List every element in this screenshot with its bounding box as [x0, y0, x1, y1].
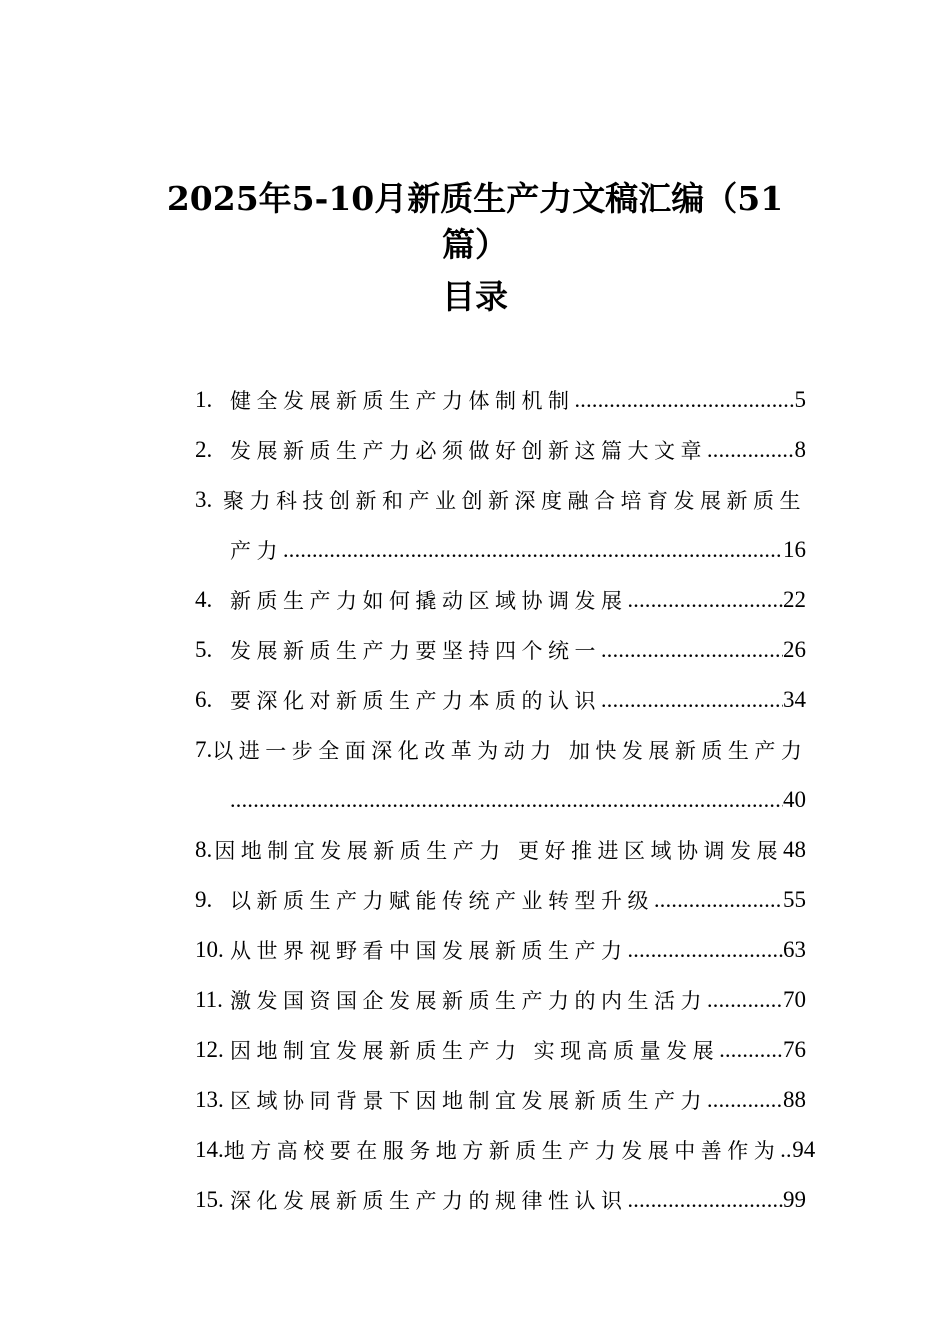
toc-entry-page: 88	[783, 1087, 806, 1112]
toc-entry[interactable]	[195, 625, 806, 675]
toc-entry-page: 76	[783, 1037, 806, 1062]
toc-entry[interactable]	[195, 725, 806, 775]
toc-entry[interactable]	[195, 475, 806, 525]
toc-heading: 目录	[442, 277, 508, 316]
toc-entry-title: 因地制宜发展新质生产力 实现高质量发展	[230, 1039, 720, 1063]
toc-entry[interactable]	[195, 875, 806, 925]
toc-entry-page: 55	[783, 887, 806, 912]
toc-entry-number: 11.	[195, 987, 223, 1012]
toc-entry[interactable]	[195, 1125, 816, 1175]
dot-leader	[601, 637, 783, 663]
toc-entry[interactable]	[195, 575, 806, 625]
table-of-contents	[195, 375, 816, 1225]
dot-leader	[654, 887, 783, 913]
toc-entry-title: 聚力科技创新和产业创新深度融合培育发展新质生	[223, 489, 806, 513]
toc-entry[interactable]	[195, 975, 806, 1025]
toc-entry-number: 1.	[195, 387, 213, 412]
document-title-continued: 篇）	[442, 225, 508, 264]
toc-entry-title: 发展新质生产力要坚持四个统一	[230, 639, 601, 663]
toc-entry-number: 7.	[195, 737, 213, 762]
toc-entry[interactable]	[195, 675, 806, 725]
toc-entry-page: 48	[783, 837, 806, 862]
dot-leader	[780, 1137, 792, 1163]
dot-leader	[230, 787, 783, 813]
toc-entry-title: 激发国资国企发展新质生产力的内生活力	[230, 989, 707, 1013]
dot-leader	[628, 587, 784, 613]
dot-leader	[719, 1037, 783, 1063]
toc-entry[interactable]	[195, 425, 806, 475]
toc-entry[interactable]	[195, 1175, 806, 1225]
toc-entry-number: 2.	[195, 437, 213, 462]
toc-entry-number: 3.	[195, 487, 213, 512]
toc-entry-page: 22	[783, 587, 806, 612]
dot-leader	[283, 537, 783, 563]
toc-entry-number: 6.	[195, 687, 213, 712]
document-title: 2025年5-10月新质生产力文稿汇编（51	[166, 179, 784, 218]
toc-entry-page: 63	[783, 937, 806, 962]
toc-entry-number: 8.	[195, 837, 213, 862]
toc-entry-number: 12.	[195, 1037, 224, 1062]
dot-leader	[707, 987, 783, 1013]
toc-entry-page: 40	[783, 787, 806, 812]
toc-entry-page: 34	[783, 687, 806, 712]
toc-entry[interactable]	[195, 825, 806, 875]
toc-entry-number: 9.	[195, 887, 213, 912]
toc-entry-page: 99	[783, 1187, 806, 1212]
toc-entry-continued[interactable]	[195, 525, 806, 575]
toc-entry-title: 深化发展新质生产力的规律性认识	[230, 1189, 628, 1213]
toc-entry-page: 16	[783, 537, 806, 562]
toc-entry-continued[interactable]	[195, 775, 806, 825]
toc-entry-title: 从世界视野看中国发展新质生产力	[230, 939, 628, 963]
dot-leader	[707, 1087, 783, 1113]
dot-leader	[601, 687, 783, 713]
toc-entry-title: 健全发展新质生产力体制机制	[230, 389, 575, 413]
toc-entry-title: 以进一步全面深化改革为动力 加快发展新质生产力	[212, 739, 808, 763]
toc-entry-number: 5.	[195, 637, 213, 662]
toc-entry-page: 8	[794, 437, 806, 462]
toc-entry-title: 因地制宜发展新质生产力 更好推进区域协调发展	[214, 839, 783, 863]
dot-leader	[575, 387, 795, 413]
toc-entry-title-continued: 产力	[230, 539, 283, 563]
toc-entry[interactable]	[195, 1075, 806, 1125]
dot-leader	[628, 937, 784, 963]
dot-leader	[707, 437, 795, 463]
dot-leader	[628, 1187, 784, 1213]
toc-entry-number: 13.	[195, 1087, 224, 1112]
toc-entry-title: 以新质生产力赋能传统产业转型升级	[230, 889, 654, 913]
toc-entry-title: 发展新质生产力必须做好创新这篇大文章	[230, 439, 707, 463]
toc-entry-page: 5	[794, 387, 806, 412]
toc-entry-page: 94	[792, 1137, 816, 1162]
toc-entry[interactable]	[195, 1025, 806, 1075]
toc-entry-title: 新质生产力如何撬动区域协调发展	[230, 589, 628, 613]
toc-entry-page: 26	[783, 637, 806, 662]
toc-entry-number: 4.	[195, 587, 213, 612]
toc-entry-number: 10.	[195, 937, 224, 962]
toc-entry[interactable]	[195, 925, 806, 975]
toc-entry-number: 15.	[195, 1187, 224, 1212]
toc-entry-title: 区域协同背景下因地制宜发展新质生产力	[230, 1089, 707, 1113]
toc-entry-title: 地方高校要在服务地方新质生产力发展中善作为	[223, 1139, 781, 1163]
toc-entry-title: 要深化对新质生产力本质的认识	[230, 689, 601, 713]
toc-entry-number: 14.	[195, 1137, 224, 1162]
toc-entry[interactable]	[195, 375, 806, 425]
toc-entry-page: 70	[783, 987, 806, 1012]
